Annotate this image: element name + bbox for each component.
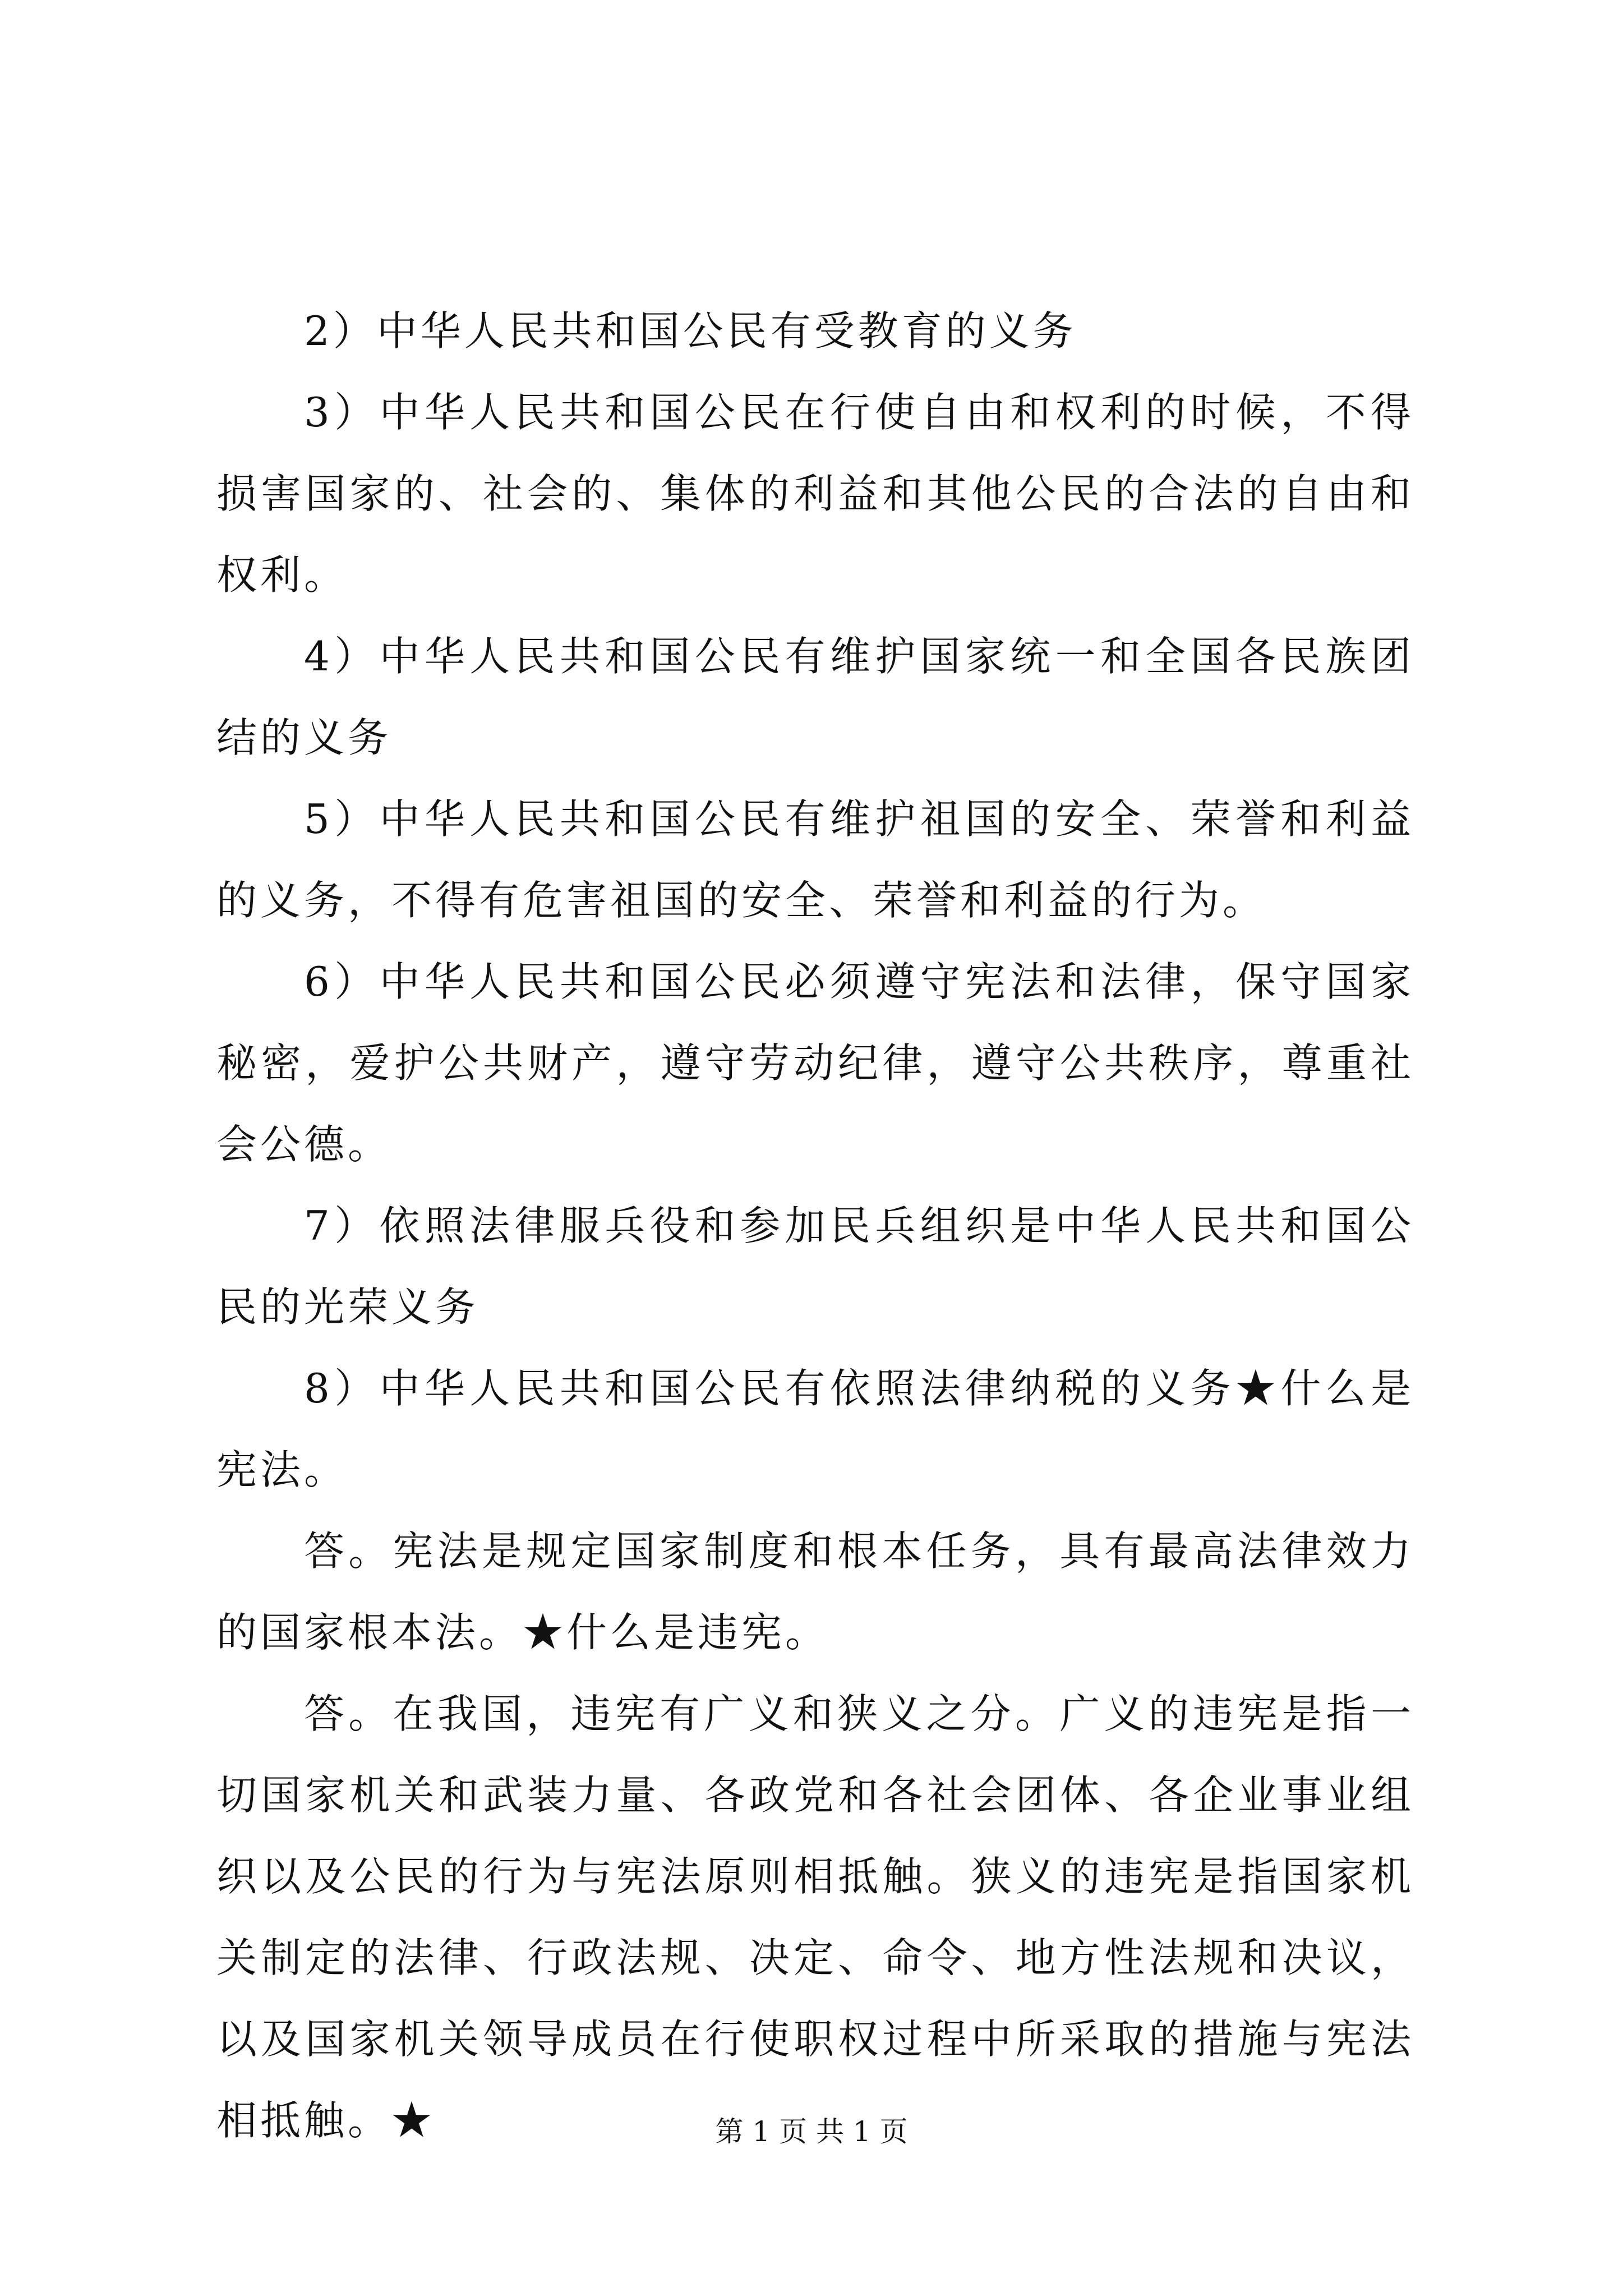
paragraph: 2）中华人民共和国公民有受教育的义务 <box>304 307 1077 355</box>
paragraph: 5）中华人民共和国公民有维护祖国的安全、荣誉和利益的义务，不得有危害祖国的安全、荣誉和利益的行为。 <box>216 795 1414 924</box>
paragraph: 7）依照法律服兵役和参加民兵组织是中华人民共和国公民的光荣义务 <box>216 1202 1414 1331</box>
paragraph: 3）中华人民共和国公民在行使自由和权利的时候，不得损害国家的、社会的、集体的利益和其他公民的合法的自由和权利。 <box>216 389 1414 599</box>
paragraph: 8）中华人民共和国公民有依照法律纳税的义务★什么是宪法。 <box>216 1365 1414 1493</box>
page-number-footer: 第 1 页 共 1 页 <box>715 2115 908 2148</box>
paragraph: 答。在我国，违宪有广义和狭义之分。广义的违宪是指一切国家机关和武装力量、各政党和各社会团体、各企业事业组织以及公民的行为与宪法原则相抵触。狭义的违宪是指国家机关制定的法律、行政法规、决定、命令、地方性法规和决议，以及国家机关领导成员在行使职权过程中所采取的措施与宪法相抵触。★ <box>216 1690 1414 2144</box>
document-body <box>216 291 1414 2161</box>
paragraph: 4）中华人民共和国公民有维护国家统一和全国各民族团结的义务 <box>216 633 1414 761</box>
paragraph: 6）中华人民共和国公民必须遵守宪法和法律，保守国家秘密，爱护公共财产，遵守劳动纪律，遵守公共秩序，尊重社会公德。 <box>216 958 1414 1168</box>
paragraph: 答。宪法是规定国家制度和根本任务，具有最高法律效力的国家根本法。★什么是违宪。 <box>216 1527 1414 1656</box>
